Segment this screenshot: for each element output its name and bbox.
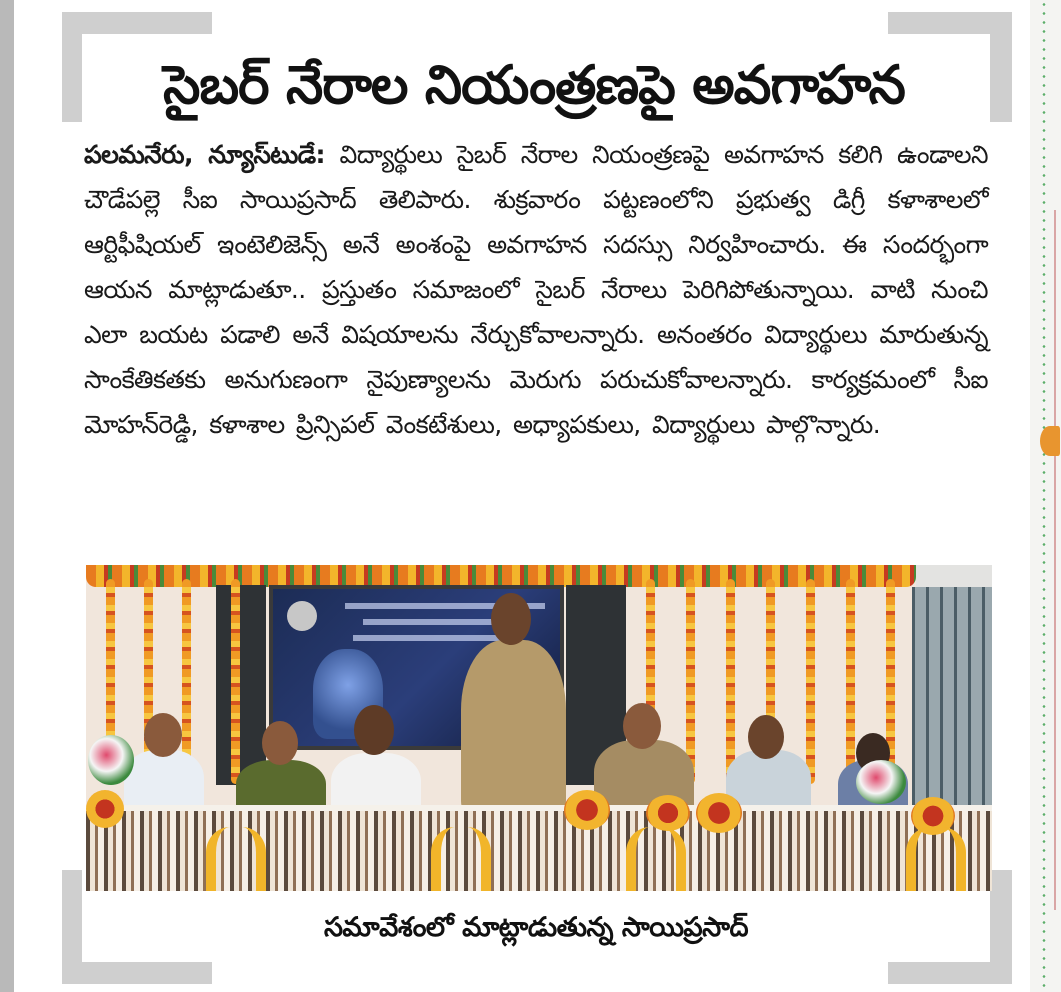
person-head — [623, 703, 661, 749]
flower-bouquet — [88, 735, 134, 785]
person-head — [144, 713, 182, 757]
table-garland — [431, 827, 491, 891]
clip-corner-bottom-left — [62, 962, 212, 984]
edge-line — [1054, 210, 1056, 910]
flower-bunch — [696, 793, 742, 833]
right-edge-strip — [1030, 0, 1061, 992]
photo-garland-top — [86, 565, 916, 587]
article-body — [84, 132, 988, 552]
photo-caption: సమావేశంలో మాట్లాడుతున్న సాయిప్రసాద్ — [323, 912, 749, 943]
dotted-border — [1042, 0, 1046, 992]
flower-bouquet — [856, 760, 906, 804]
person-head — [262, 721, 298, 765]
person-head — [491, 593, 531, 645]
news-photo — [86, 565, 992, 891]
clip-corner-top-left-vertical — [62, 12, 82, 122]
flower-strand — [846, 579, 855, 784]
table-garland — [206, 827, 266, 891]
article-text: విద్యార్థులు సైబర్ నేరాల నియంత్రణపై అవగాహన కలిగి ఉండాలని చౌడేపల్లె సీఐ సాయిప్రసాద్ తెలిపారు. శుక్రవారం పట్టణంలోని ప్రభుత్వ డిగ్రీ కళాశాలలో ఆర్టిఫీషియల్ ఇంటెలిజెన్స్ అనే అంశంపై అవగాహన సదస్సు నిర్వహించారు. ఈ సందర్భంగా ఆయన మాట్లాడుతూ.. ప్రస్తుతం సమాజంలో సైబర్ నేరాలు పెరిగిపోతున్నాయి. వాటి నుంచి ఎలా బయట పడాలి అనే విషయాలను నేర్చుకోవాలన్నారు. అనంతరం విద్యార్థులు మారుతున్న సాంకేతికతకు అనుగుణంగా నైపుణ్యాలను మెరుగు పరుచుకోవాలన్నారు. కార్యక్రమంలో సీఐ మోహన్‌రెడ్డి, కళాశాల ప్రిన్సిపల్ వెంకటేశులు, అధ్యాపకులు, విద్యార్థులు పాల్గొన్నారు. — [84, 140, 988, 439]
left-edge-strip — [0, 0, 14, 992]
flower-bunch — [564, 790, 610, 830]
clip-corner-top-left — [62, 12, 212, 34]
table-garland — [626, 827, 686, 891]
clip-corner-bottom-left-vertical — [62, 870, 82, 984]
photo-wall — [916, 565, 992, 589]
screen-logo-icon — [287, 601, 317, 631]
headline: సైబర్ నేరాల నియంత్రణపై అవగాహన — [163, 55, 905, 116]
flower-strand — [726, 579, 735, 784]
clip-corner-top-right-vertical — [990, 12, 1012, 122]
table-garland — [906, 827, 966, 891]
flower-bunch — [646, 795, 690, 831]
flower-bunch — [86, 790, 124, 828]
clip-corner-bottom-right-vertical — [990, 870, 1012, 984]
photo-window — [912, 587, 992, 817]
person-head — [354, 705, 394, 755]
dateline: పలమనేరు, న్యూస్‌టుడే: — [84, 140, 325, 169]
flower-strand — [806, 579, 815, 784]
flower-strand — [231, 579, 240, 784]
photo-curtain-left — [216, 585, 266, 785]
edge-marker-icon — [1040, 426, 1060, 456]
person-standing-officer — [461, 640, 566, 815]
person-head — [748, 715, 784, 759]
flower-strand — [686, 579, 695, 784]
